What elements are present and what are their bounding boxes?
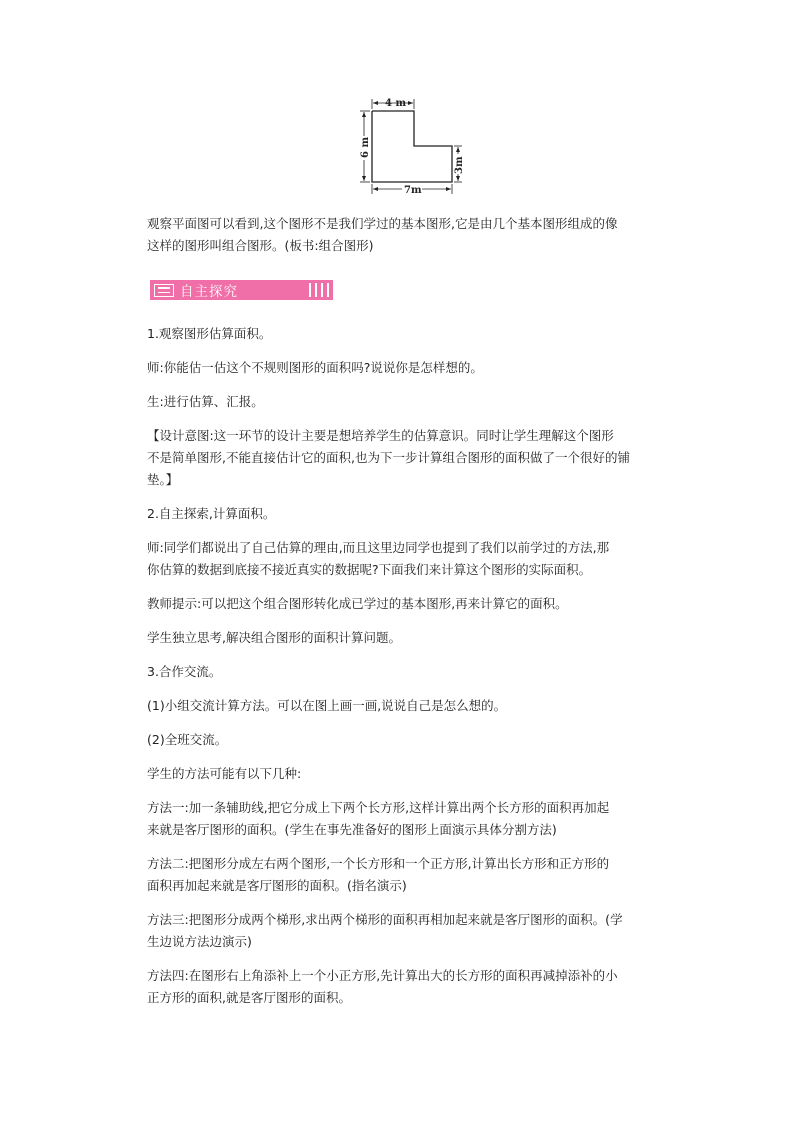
paragraph: 方法四:在图形右上角添补上一个小正方形,先计算出大的长方形的面积再减掉添补的小	[147, 968, 618, 983]
paragraph: 面积再加起来就是客厅图形的面积。(指名演示)	[147, 878, 407, 893]
paragraph: 不是简单图形,不能直接估计它的面积,也为下一步计算组合图形的面积做了一个很好的铺	[147, 450, 630, 465]
l-shape-outline	[372, 111, 452, 182]
l-shape-figure	[352, 96, 472, 198]
paragraph: 学生独立思考,解决组合图形的面积计算问题。	[147, 630, 401, 645]
paragraph: 来就是客厅图形的面积。(学生在事先准备好的图形上面演示具体分割方法)	[147, 822, 557, 837]
paragraph: 方法一:加一条辅助线,把它分成上下两个长方形,这样计算出两个长方形的面积再加起	[147, 800, 610, 815]
paragraph: (1)小组交流计算方法。可以在图上画一画,说说自己是怎么想的。	[147, 698, 507, 713]
paragraph: 教师提示:可以把这个组合图形转化成已学过的基本图形,再来计算它的面积。	[147, 596, 568, 611]
paragraph: 1.观察图形估算面积。	[147, 326, 272, 341]
paragraph: (2)全班交流。	[147, 732, 228, 747]
paragraph: 师:同学们都说出了自己估算的理由,而且这里边同学也提到了我们以前学过的方法,那	[147, 540, 610, 555]
paragraph: 正方形的面积,就是客厅图形的面积。	[147, 990, 351, 1005]
paragraph: 方法三:把图形分成两个梯形,求出两个梯形的面积再相加起来就是客厅图形的面积。(学	[147, 912, 623, 927]
l-shape-diagram	[352, 96, 472, 198]
section-title: 自主探究	[180, 284, 238, 300]
paragraph: 【设计意图:这一环节的设计主要是想培养学生的估算意识。同时让学生理解这个图形	[147, 428, 614, 443]
intro-line-1: 观察平面图可以看到,这个图形不是我们学过的基本图形,它是由几个基本图形组成的像	[147, 216, 618, 231]
paragraph: 垫。】	[147, 472, 179, 487]
paragraph: 方法二:把图形分成左右两个图形,一个长方形和一个正方形,计算出长方形和正方形的	[147, 856, 610, 871]
section-banner	[150, 280, 333, 300]
paragraph: 师:你能估一估这个不规则图形的面积吗?说说你是怎样想的。	[147, 360, 483, 375]
intro-line-2: 这样的图形叫组合图形。(板书:组合图形)	[147, 238, 374, 253]
paragraph: 3.合作交流。	[147, 664, 222, 679]
banner-stripes-icon	[309, 283, 329, 297]
paragraph: 生:进行估算、汇报。	[147, 394, 264, 409]
label-bottom: 7m	[404, 185, 422, 196]
label-top: 4 m	[385, 98, 407, 109]
label-right: 3m	[454, 156, 465, 174]
paragraph: 学生的方法可能有以下几种:	[147, 766, 302, 781]
section-number-icon	[154, 284, 174, 297]
paragraph: 2.自主探索,计算面积。	[147, 506, 276, 521]
paragraph: 你估算的数据到底接不接近真实的数据呢?下面我们来计算这个图形的实际面积。	[147, 562, 592, 577]
paragraph: 生边说方法边演示)	[147, 934, 252, 949]
label-left: 6 m	[360, 136, 371, 158]
